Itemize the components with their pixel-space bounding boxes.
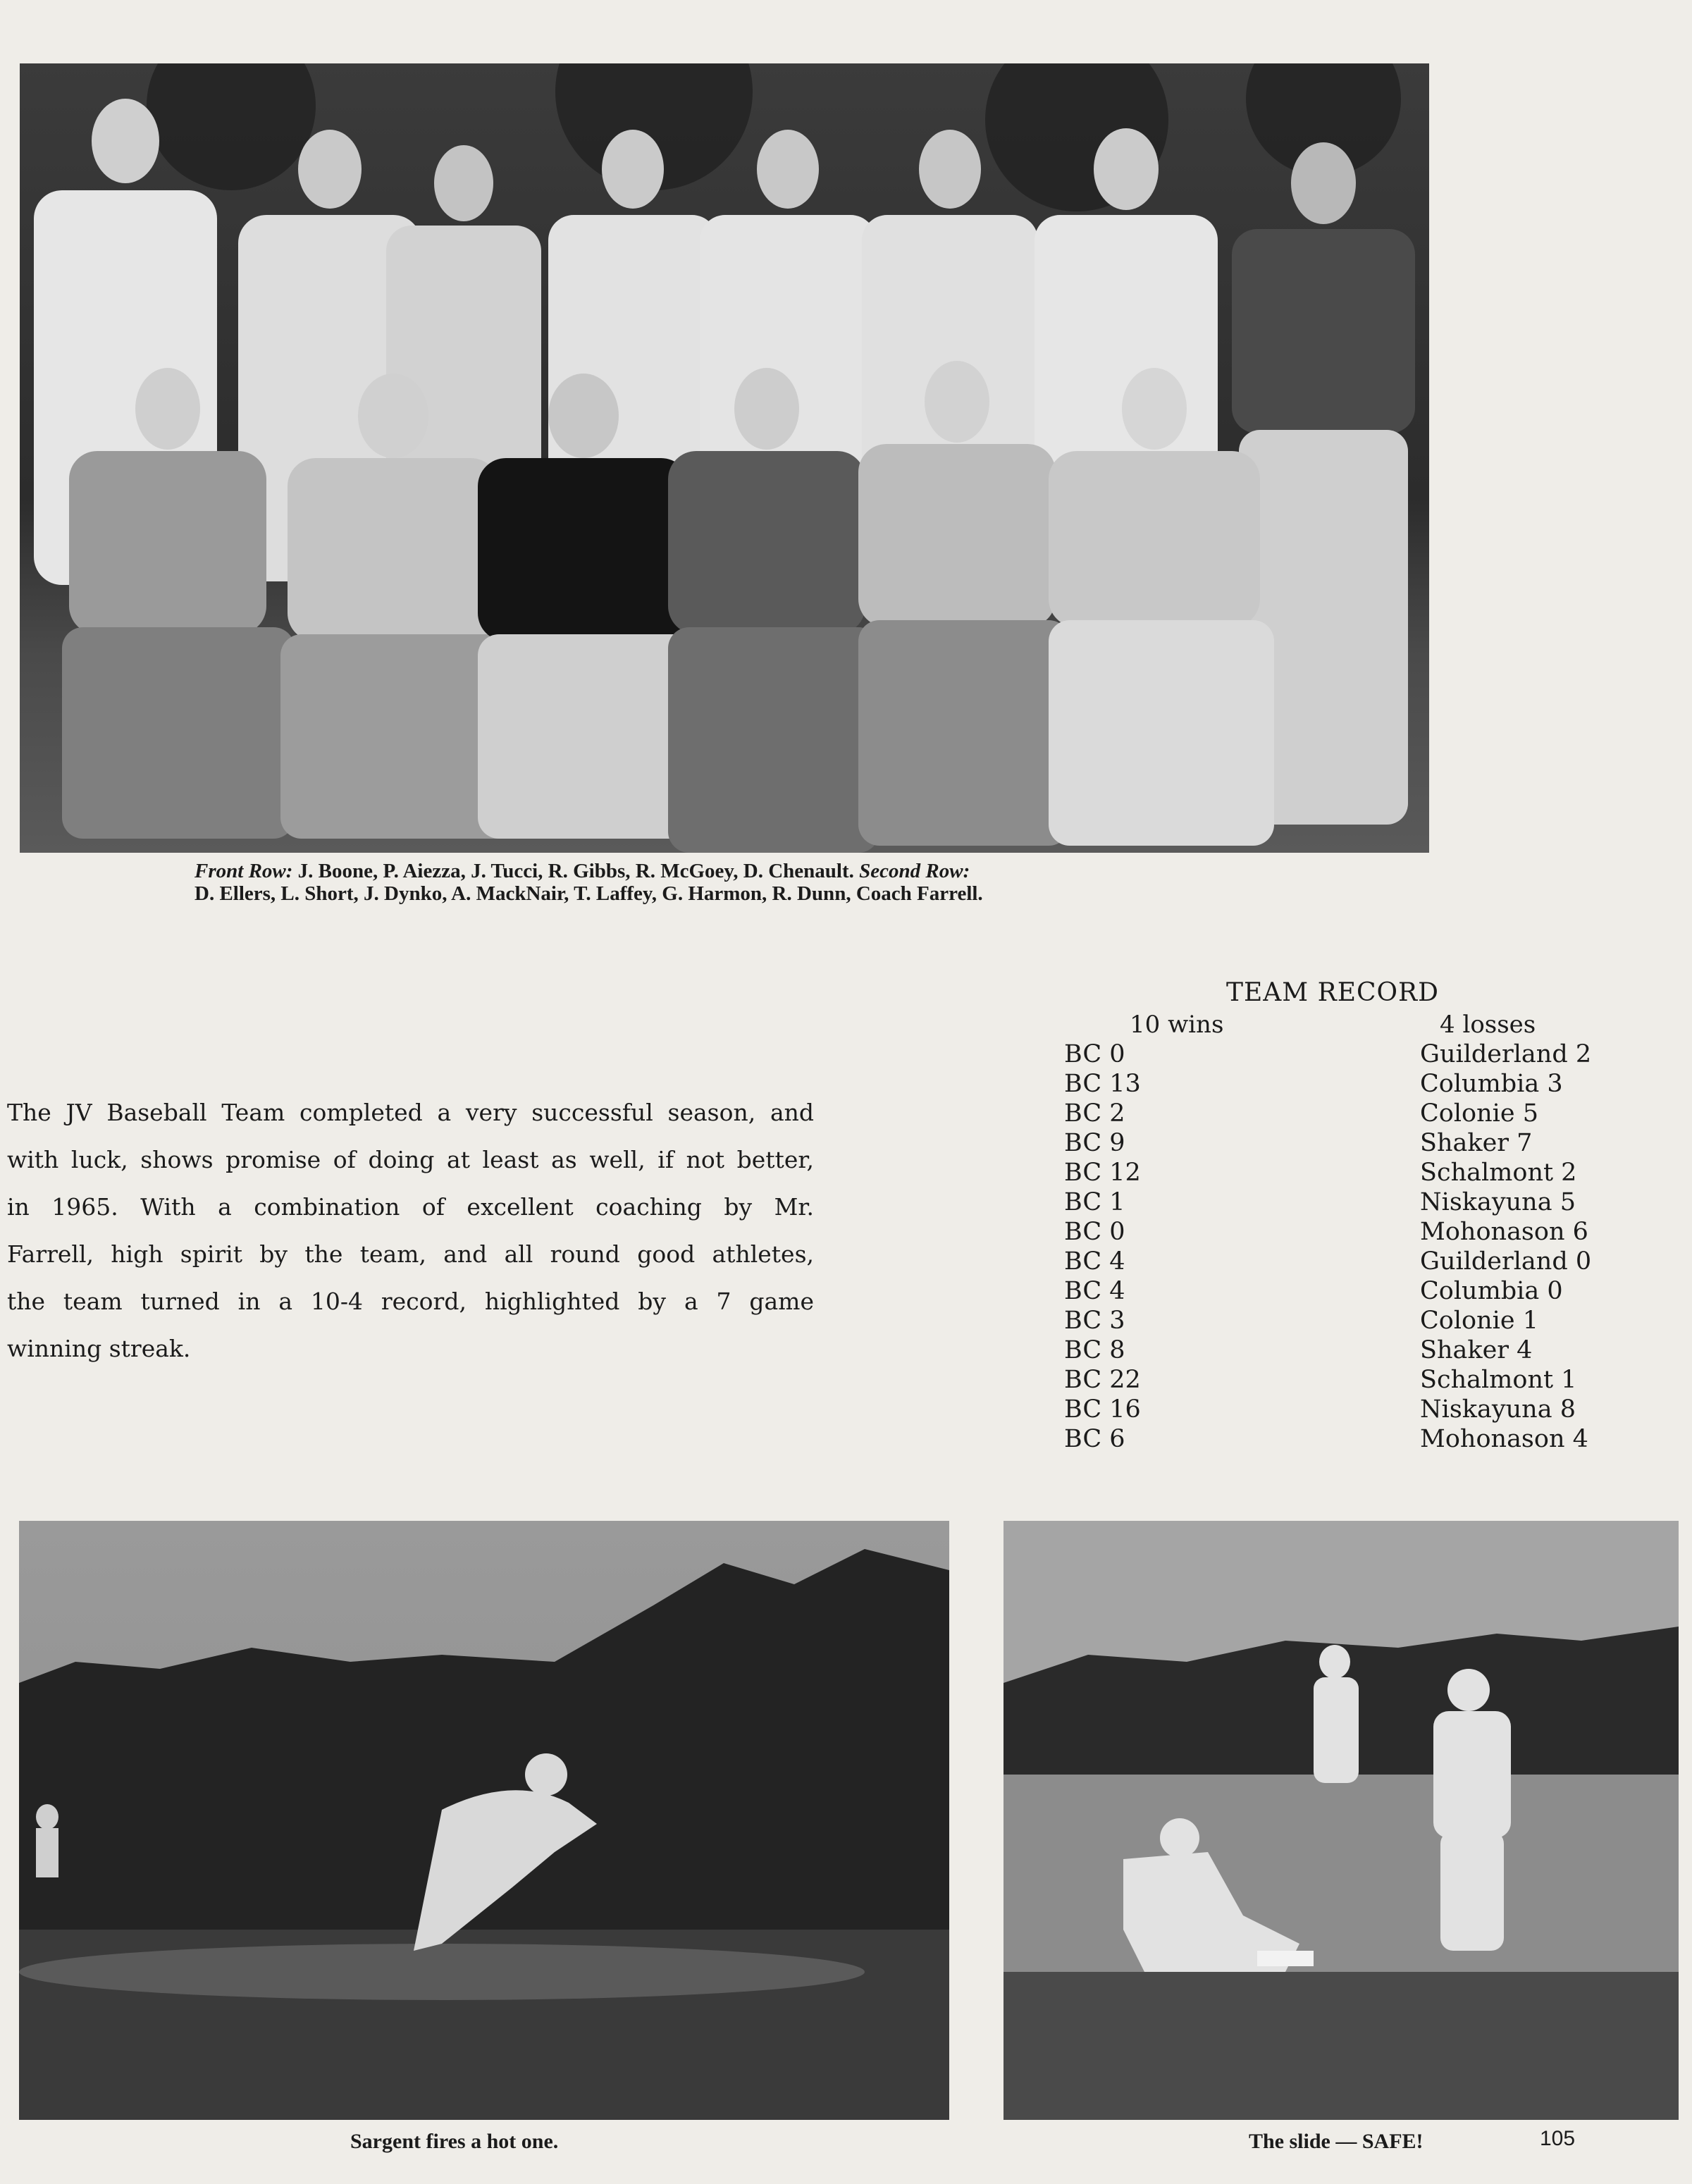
slide-photo-caption: The slide — SAFE! bbox=[1249, 2130, 1424, 2153]
game-row bbox=[1064, 1217, 1628, 1247]
bc-score: BC 16 bbox=[1064, 1395, 1141, 1424]
bc-score: BC 1 bbox=[1064, 1188, 1125, 1216]
opponent-score: Mohonason 6 bbox=[1420, 1218, 1588, 1246]
game-row bbox=[1064, 1247, 1628, 1276]
team-photo bbox=[20, 63, 1429, 853]
game-row bbox=[1064, 1158, 1628, 1187]
second-row-names: D. Ellers, L. Short, J. Dynko, A. MackNair, T. Laffey, G. Harmon, R. Dunn, Coach Farrell. bbox=[194, 882, 983, 905]
bc-score: BC 6 bbox=[1064, 1425, 1125, 1453]
bc-score: BC 13 bbox=[1064, 1070, 1141, 1098]
game-row bbox=[1064, 1395, 1628, 1424]
article-paragraph bbox=[7, 1089, 814, 1372]
article-line: in 1965. With a combination of excellent coaching by Mr. bbox=[7, 1193, 814, 1221]
team-record-title: TEAM RECORD bbox=[1226, 978, 1440, 1007]
game-row bbox=[1064, 1099, 1628, 1128]
article-line: winning streak. bbox=[7, 1335, 191, 1362]
game-row bbox=[1064, 1128, 1628, 1158]
bc-score: BC 4 bbox=[1064, 1277, 1125, 1305]
game-row bbox=[1064, 1424, 1628, 1454]
game-row bbox=[1064, 1335, 1628, 1365]
bc-score: BC 8 bbox=[1064, 1336, 1125, 1364]
bc-score: BC 3 bbox=[1064, 1307, 1125, 1335]
game-row bbox=[1064, 1306, 1628, 1335]
opponent-score: Schalmont 1 bbox=[1420, 1366, 1577, 1394]
game-row bbox=[1064, 1069, 1628, 1099]
game-results-list bbox=[1064, 1039, 1628, 1454]
opponent-score: Mohonason 4 bbox=[1420, 1425, 1588, 1453]
bc-score: BC 0 bbox=[1064, 1040, 1125, 1068]
bc-score: BC 4 bbox=[1064, 1247, 1125, 1276]
opponent-score: Colonie 5 bbox=[1420, 1099, 1538, 1128]
opponent-score: Colonie 1 bbox=[1420, 1307, 1538, 1335]
bc-score: BC 9 bbox=[1064, 1129, 1125, 1157]
opponent-score: Schalmont 2 bbox=[1420, 1159, 1577, 1187]
bc-score: BC 2 bbox=[1064, 1099, 1125, 1128]
caption-line-2 bbox=[194, 882, 1273, 905]
caption-line-1 bbox=[194, 860, 1273, 882]
opponent-score: Shaker 7 bbox=[1420, 1129, 1533, 1157]
wins-label: 10 wins bbox=[1130, 1011, 1224, 1039]
opponent-score: Columbia 3 bbox=[1420, 1070, 1563, 1098]
bc-score: BC 0 bbox=[1064, 1218, 1125, 1246]
losses-label: 4 losses bbox=[1440, 1011, 1536, 1039]
game-row bbox=[1064, 1276, 1628, 1306]
opponent-score: Guilderland 0 bbox=[1420, 1247, 1592, 1276]
opponent-score: Columbia 0 bbox=[1420, 1277, 1563, 1305]
game-row bbox=[1064, 1365, 1628, 1395]
article-line: Farrell, high spirit by the team, and all round good athletes, bbox=[7, 1240, 814, 1268]
article-line: The JV Baseball Team completed a very successful season, and bbox=[7, 1099, 814, 1126]
slide-photo bbox=[1004, 1521, 1679, 2120]
pitching-photo-caption: Sargent fires a hot one. bbox=[350, 2130, 559, 2153]
bc-score: BC 12 bbox=[1064, 1159, 1141, 1187]
game-row bbox=[1064, 1187, 1628, 1217]
opponent-score: Shaker 4 bbox=[1420, 1336, 1533, 1364]
game-row bbox=[1064, 1039, 1628, 1069]
opponent-score: Guilderland 2 bbox=[1420, 1040, 1592, 1068]
front-row-names: J. Boone, P. Aiezza, J. Tucci, R. Gibbs, R. McGoey, D. Chenault. bbox=[297, 860, 854, 882]
front-row-label: Front Row: bbox=[194, 860, 293, 882]
page-number: 105 bbox=[1540, 2127, 1576, 2150]
team-photo-caption bbox=[194, 860, 1273, 905]
opponent-score: Niskayuna 8 bbox=[1420, 1395, 1576, 1424]
opponent-score: Niskayuna 5 bbox=[1420, 1188, 1576, 1216]
article-line: with luck, shows promise of doing at least as well, if not better, bbox=[7, 1146, 814, 1173]
pitching-photo bbox=[19, 1521, 949, 2120]
article-line: the team turned in a 10-4 record, highlighted by a 7 game bbox=[7, 1288, 814, 1315]
second-row-label: Second Row: bbox=[859, 860, 970, 882]
bc-score: BC 22 bbox=[1064, 1366, 1141, 1394]
